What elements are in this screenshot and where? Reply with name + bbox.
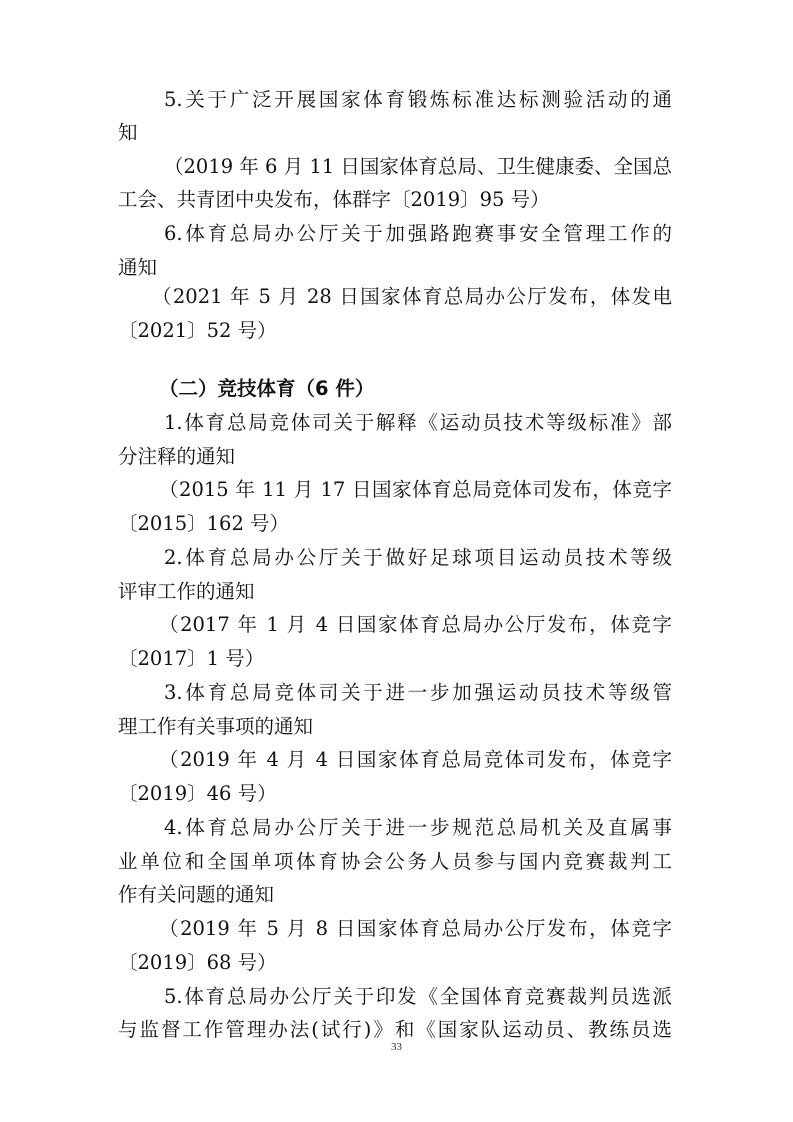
- text-line: 与监督工作管理办法(试行)》和《国家队运动员、教练员选: [118, 1018, 672, 1041]
- text-line: 〔2019〕46 号）: [118, 782, 277, 805]
- text-line: 作有关问题的通知: [118, 883, 275, 906]
- text-line: 〔2019〕68 号）: [118, 951, 277, 974]
- text-line: 2.体育总局办公厅关于做好足球项目运动员技术等级: [164, 546, 672, 569]
- text-line: 业单位和全国单项体育协会公务人员参与国内竞赛裁判工: [118, 850, 672, 873]
- text-line: （2019 年 4 月 4 日国家体育总局竞体司发布，体竞字: [159, 748, 672, 771]
- text-line: 4.体育总局办公厅关于进一步规范总局机关及直属事: [164, 816, 672, 839]
- text-line: 分注释的通知: [118, 445, 236, 468]
- text-line: 5.关于广泛开展国家体育锻炼标准达标测验活动的通: [164, 88, 672, 111]
- text-line: 工会、共青团中央发布，体群字〔2019〕95 号）: [118, 188, 550, 211]
- text-line: （2019 年 5 月 8 日国家体育总局办公厅发布，体竞字: [159, 917, 672, 940]
- text-line: 〔2015〕162 号）: [118, 512, 290, 535]
- text-line: 通知: [118, 256, 158, 279]
- text-line: 知: [118, 121, 138, 144]
- text-line: （2019 年 6 月 11 日国家体育总局、卫生健康委、全国总: [164, 155, 672, 178]
- text-line: 〔2021〕52 号）: [118, 319, 277, 342]
- text-line: （2015 年 11 月 17 日国家体育总局竞体司发布，体竞字: [159, 478, 672, 501]
- text-line: 理工作有关事项的通知: [118, 715, 314, 738]
- section-heading: （二）竞技体育（6 件）: [159, 377, 375, 400]
- text-line: 5.体育总局办公厅关于印发《全国体育竞赛裁判员选派: [164, 985, 672, 1008]
- text-line: 3.体育总局竞体司关于进一步加强运动员技术等级管: [164, 681, 672, 704]
- text-line: 评审工作的通知: [118, 580, 255, 603]
- text-line: 〔2017〕1 号）: [118, 647, 265, 670]
- text-line: （2017 年 1 月 4 日国家体育总局办公厅发布，体竞字: [159, 613, 672, 636]
- text-line: 1.体育总局竞体司关于解释《运动员技术等级标准》部: [164, 411, 672, 434]
- text-line: （2021 年 5 月 28 日国家体育总局办公厅发布，体发电: [152, 285, 672, 308]
- page-number: 33: [391, 1041, 402, 1053]
- text-line: 6.体育总局办公厅关于加强路跑赛事安全管理工作的: [164, 222, 672, 245]
